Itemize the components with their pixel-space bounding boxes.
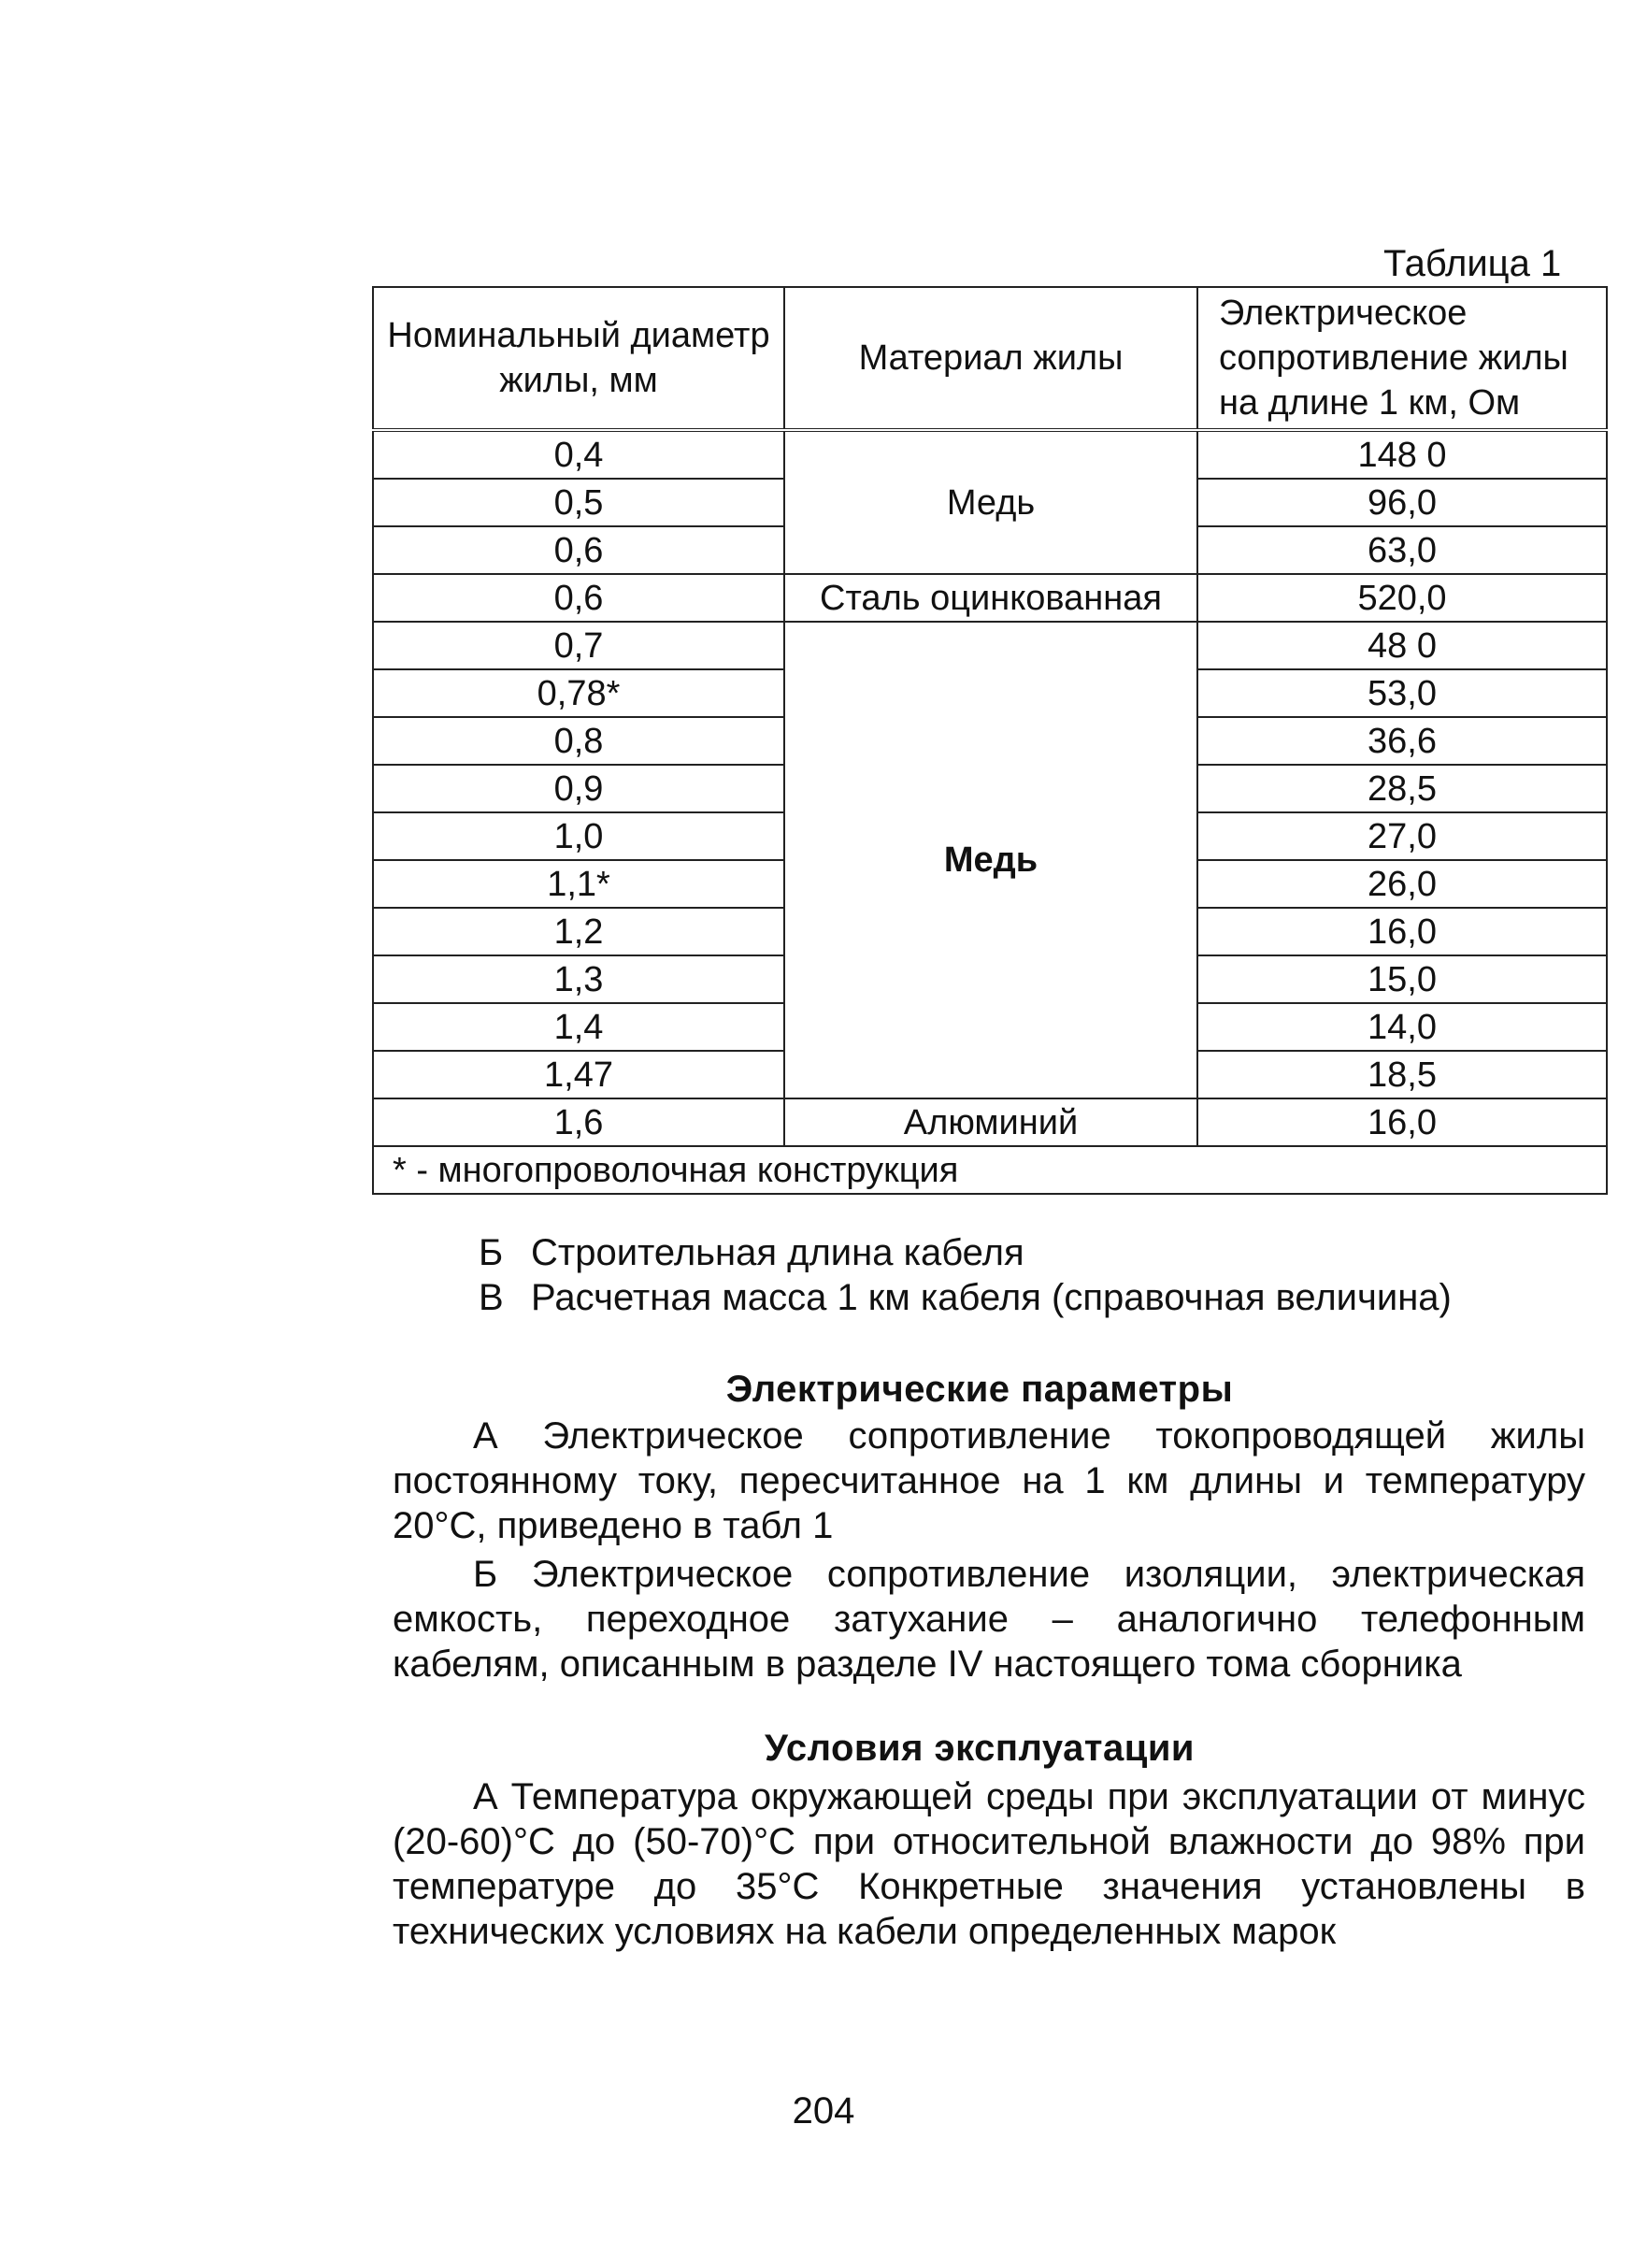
cell-resistance: 18,5: [1197, 1051, 1607, 1098]
header-diameter: Номинальный диаметр жилы, мм: [373, 287, 784, 430]
table-footnote: * - многопроволочная конструкция: [373, 1146, 1607, 1194]
paragraph-electrical-b: Б Электрическое сопротивление изоляции, электрическая емкость, переходное затухание – аналогично телефонным кабелям, описанным в разделе IV настоящего тома сборника: [393, 1554, 1585, 1685]
paragraph-electrical-a: А Электрическое сопротивление токопроводящей жилы постоянному току, пересчитанное на 1 км длины и температуру 20°С, приведено в табл 1: [393, 1415, 1585, 1546]
list-item-letter: В: [479, 1277, 504, 1318]
list-item-text: Расчетная масса 1 км кабеля (справочная величина): [531, 1277, 1452, 1318]
cell-diameter: 1,3: [373, 955, 784, 1003]
cell-resistance: 27,0: [1197, 812, 1607, 860]
header-material: Материал жилы: [784, 287, 1197, 430]
cell-resistance: 26,0: [1197, 860, 1607, 908]
cell-material: Медь: [784, 622, 1197, 1098]
cell-resistance: 148 0: [1197, 430, 1607, 479]
list-item: [479, 1230, 1024, 1275]
cell-diameter: 1,0: [373, 812, 784, 860]
cell-diameter: 0,8: [373, 717, 784, 765]
cell-resistance: 96,0: [1197, 479, 1607, 526]
cell-resistance: 63,0: [1197, 526, 1607, 574]
table-row: [373, 430, 1607, 479]
cell-resistance: 36,6: [1197, 717, 1607, 765]
resistance-table: [372, 286, 1608, 1195]
cell-diameter: 1,1*: [373, 860, 784, 908]
cell-resistance: 48 0: [1197, 622, 1607, 669]
cell-resistance: 16,0: [1197, 908, 1607, 955]
table-row: [373, 622, 1607, 669]
header-resistance: Электрическое сопротивление жилы на длине 1 км, Ом: [1197, 287, 1607, 430]
table-row: [373, 574, 1607, 622]
cell-diameter: 0,6: [373, 526, 784, 574]
cell-material: Медь: [784, 430, 1197, 574]
paragraph-operation-a: А Температура окружающей среды при эксплуатации от минус (20-60)°С до (50-70)°С при относительной влажности до 98% при температуре до 35°С Конкретные значения установлены в технических условиях на кабели определенных марок: [393, 1776, 1585, 1952]
cell-diameter: 0,6: [373, 574, 784, 622]
cell-resistance: 14,0: [1197, 1003, 1607, 1051]
cell-diameter: 0,9: [373, 765, 784, 812]
cell-diameter: 1,47: [373, 1051, 784, 1098]
table-footnote-row: [373, 1146, 1607, 1194]
cell-resistance: 16,0: [1197, 1098, 1607, 1146]
cell-material: Сталь оцинкованная: [784, 574, 1197, 622]
cell-resistance: 15,0: [1197, 955, 1607, 1003]
cell-material: Алюминий: [784, 1098, 1197, 1146]
cell-diameter: 0,5: [373, 479, 784, 526]
cell-diameter: 1,2: [373, 908, 784, 955]
cell-diameter: 0,78*: [373, 669, 784, 717]
section-heading-electrical: Электрические параметры: [725, 1369, 1234, 1410]
section-heading-operation: Условия эксплуатации: [765, 1728, 1195, 1769]
table-header-row: [373, 287, 1607, 430]
table-caption: Таблица 1: [1383, 243, 1562, 284]
cell-resistance: 520,0: [1197, 574, 1607, 622]
list-item-text: Строительная длина кабеля: [531, 1232, 1024, 1273]
cell-diameter: 1,4: [373, 1003, 784, 1051]
cell-diameter: 0,4: [373, 430, 784, 479]
list-item-letter: Б: [479, 1232, 504, 1273]
page-number: 204: [792, 2090, 855, 2132]
table-row: [373, 1098, 1607, 1146]
cell-resistance: 28,5: [1197, 765, 1607, 812]
cell-resistance: 53,0: [1197, 669, 1607, 717]
cell-diameter: 1,6: [373, 1098, 784, 1146]
list-item: [479, 1275, 1452, 1320]
cell-diameter: 0,7: [373, 622, 784, 669]
